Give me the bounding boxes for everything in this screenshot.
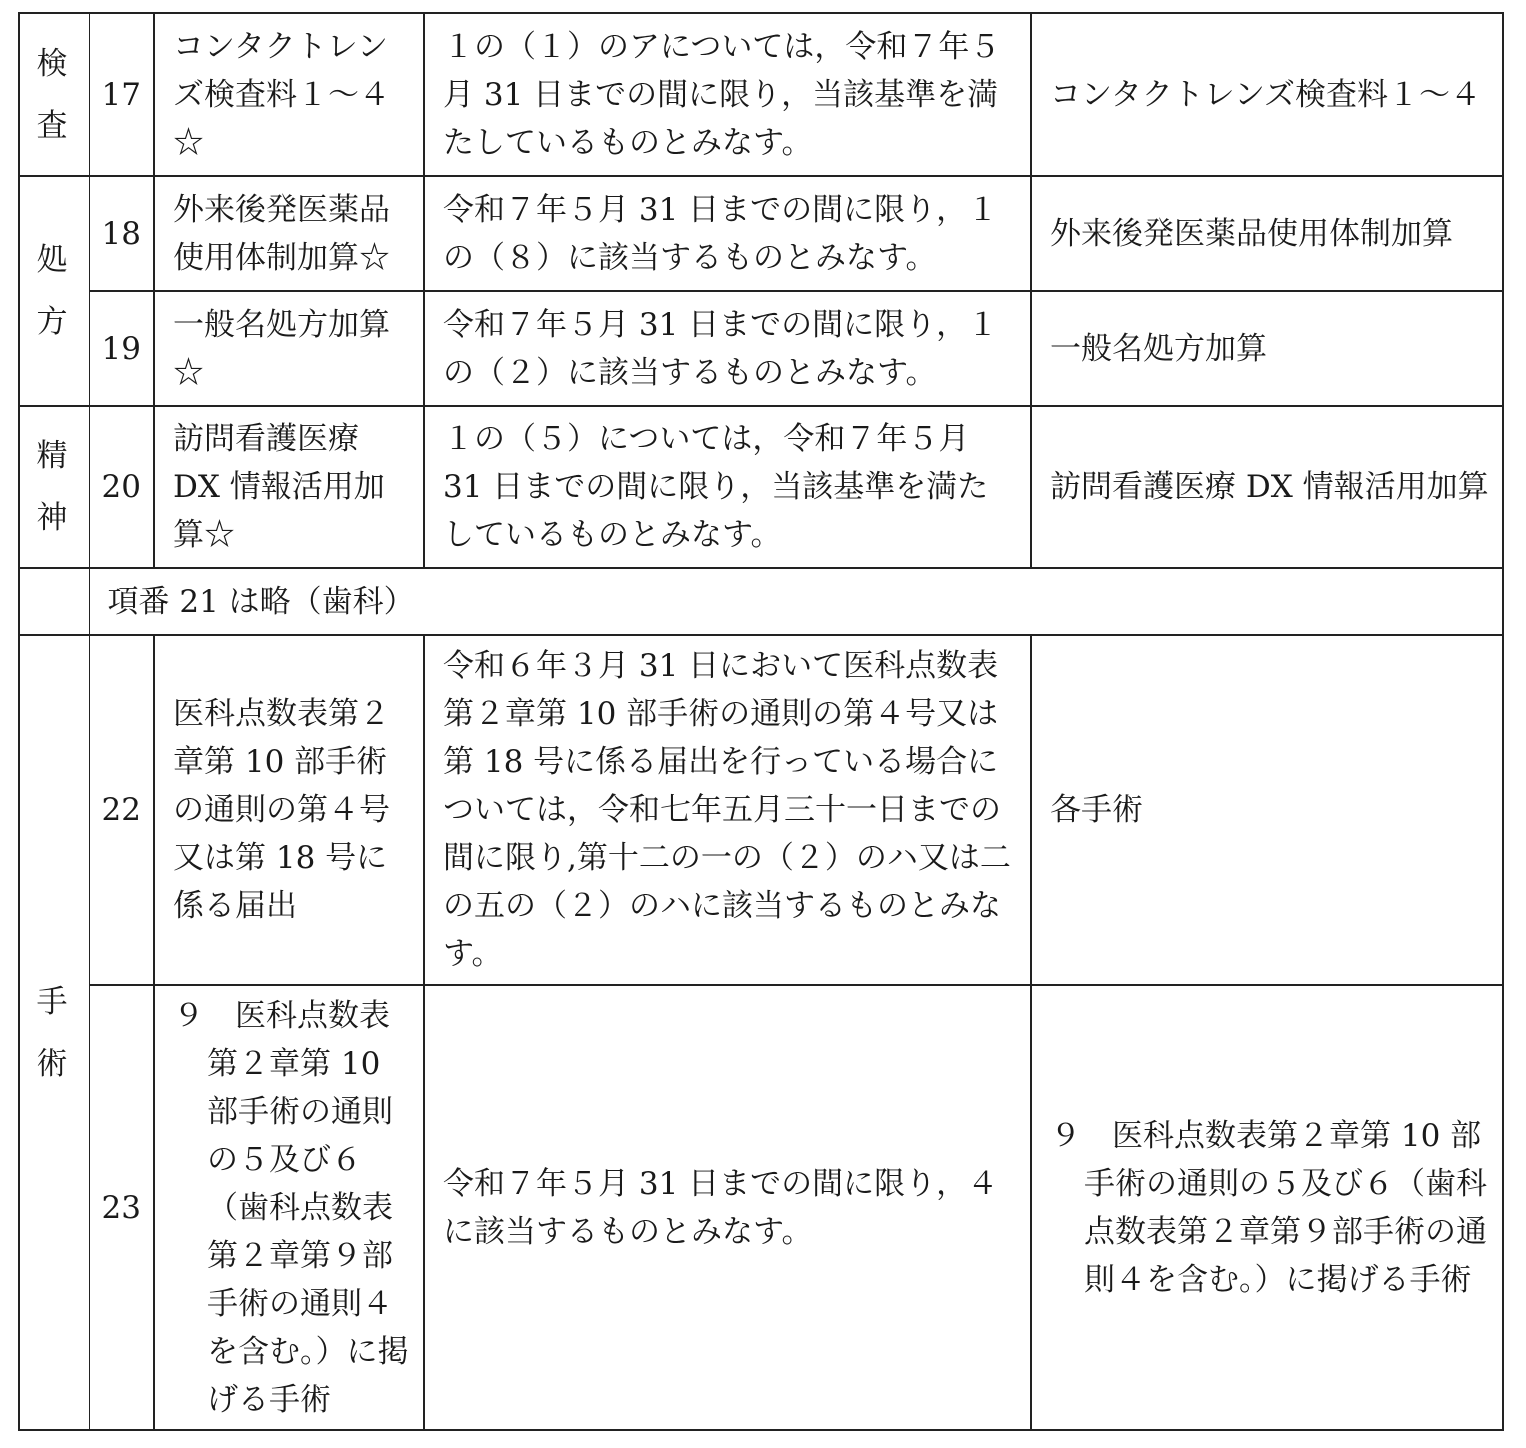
item-name: コンタクトレンズ検査料１～４☆ [154,13,424,176]
table-row [19,568,1503,635]
item-number: 23 [89,985,154,1430]
item-number: 20 [89,406,154,568]
item-condition: 令和６年３月 31 日において医科点数表第２章第 10 部手術の通則の第４号又は第 18 号に係る届出を行っている場合については，令和七年五月三十一日までの間に限り,第十二の一の（２）のハ又は二の五の（２）のハに該当するものとみなす。 [424,635,1031,985]
item-condition: 令和７年５月 31 日までの間に限り，４に該当するものとみなす。 [424,985,1031,1430]
item-applies: 各手術 [1031,635,1503,985]
item-name: 医科点数表第２章第 10 部手術の通則の第４号又は第 18 号に係る届出 [154,635,424,985]
item-name: ９ 医科点数表第２章第 10 部手術の通則の５及び６（歯科点数表第２章第９部手術の通則４を含む。）に掲げる手術 [173,997,409,1418]
item-number: 22 [89,635,154,985]
table-row [19,406,1503,568]
table-row [19,291,1503,406]
category-cell [19,635,84,1430]
table-row [19,176,1503,291]
table-row [19,985,1503,1430]
category-label: 検 査 [36,45,68,144]
table-row [19,13,1503,176]
item-number: 17 [89,13,154,176]
item-condition: １の（１）のアについては，令和７年５月 31 日までの間に限り，当該基準を満たしているものとみなす。 [424,13,1031,176]
item-condition: 令和７年５月 31 日までの間に限り，１の（８）に該当するものとみなす。 [424,176,1031,291]
item-applies: コンタクトレンズ検査料１～４ [1031,13,1503,176]
category-label: 手 術 [36,983,68,1082]
item-name: 訪問看護医療 DX 情報活用加算☆ [154,406,424,568]
item-applies: 外来後発医薬品使用体制加算 [1031,176,1503,291]
category-cell [19,13,84,176]
item-number: 18 [89,176,154,291]
table-row [19,635,1503,985]
item-applies: 一般名処方加算 [1031,291,1503,406]
category-label: 精 神 [36,438,68,536]
omitted-note: 項番 21 は略（歯科） [89,568,1503,635]
item-applies: 訪問看護医療 DX 情報活用加算 [1031,406,1503,568]
item-condition: 令和７年５月 31 日までの間に限り，１の（２）に該当するものとみなす。 [424,291,1031,406]
category-label: 処 方 [36,242,68,340]
item-condition: １の（５）については，令和７年５月 31 日までの間に限り，当該基準を満たしているものとみなす。 [424,406,1031,568]
item-applies: ９ 医科点数表第２章第 10 部手術の通則の５及び６（歯科点数表第２章第９部手術の通則４を含む。）に掲げる手術 [1050,1117,1487,1298]
item-number: 19 [89,291,154,406]
category-cell [19,406,84,568]
item-name: 一般名処方加算☆ [154,291,424,406]
item-name: 外来後発医薬品使用体制加算☆ [154,176,424,291]
category-cell [19,176,84,406]
provisions-table [18,12,1504,1431]
